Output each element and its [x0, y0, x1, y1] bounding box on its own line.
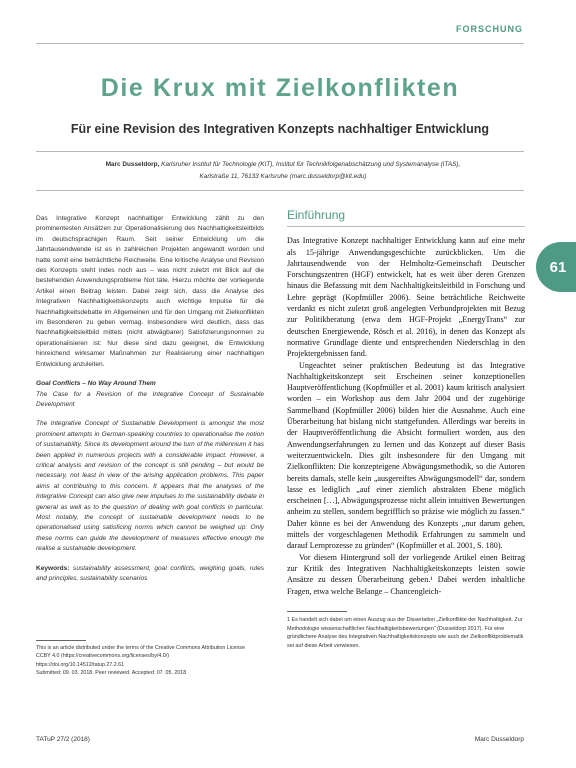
- abstract-english: The Integrative Concept of Sustainable Development is amongst the most prominent attempts in German-speaking countries to operationalise the notion of sustainability. Since its development around the turn of the millennium it has been applied in numerous projects with a considerable impact. However, a critical analysis and revision of the concept is still pending – but would be necessary, not least in view of the arising application problems. This paper aims at contributing to this concern. It appears that the analyses of the Integrative Concept can also give new impulses to the sustainability debate in general as well as to the question of dealing with goal conflicts in particular. Most notably, the concept of sustainable development needs to be operationalised using satisficing norms which cannot be weighed up: Only these norms can guide the development of measures effective enough the realise a sustainable development.: [36, 420, 264, 553]
- footer-author: Marc Dusseldorp: [474, 736, 524, 743]
- license-line: This is an article distributed under the terms of the Creative Commons Attribution License: [36, 645, 246, 651]
- page-footer: [36, 736, 524, 743]
- footnote-divider: [287, 611, 347, 612]
- page-number: 61: [549, 258, 567, 276]
- keywords: [36, 564, 264, 585]
- article-subtitle: Für eine Revision des Integrativen Konzepts nachhaltiger Entwicklung: [70, 122, 490, 136]
- article-title: Die Krux mit Zielkonflikten: [100, 74, 460, 102]
- header-divider: [36, 43, 524, 44]
- license-url[interactable]: CCBY 4.0 (https://creativecommons.org/licenses/by/4.0/): [36, 653, 169, 660]
- section-heading: Einführung: [287, 210, 525, 227]
- license-note: [36, 644, 266, 678]
- keywords-list: sustainability assessment, goal conflicts, weighing goals, rules and principles, sustainability scenarios: [36, 564, 264, 582]
- footnote: 1 Es handelt sich dabei um einen Auszug aus der Dissertation „Zielkonflikte der Nachhaltigkeit. Zur Methodologie wissenschaftlicher Nachhaltigkeitsbewertungen“ (Dusseldorp 2017). Für eine gründlichere Analyse des Integrativen Nachhaltigkeitskonzepts wie auch der Zielkonfliktproblematik sei auf diese Arbeit verwiesen.: [287, 617, 524, 649]
- keywords-label: Keywords:: [36, 564, 70, 572]
- abstract-english-subtitle: The Case for a Revision of the Integrative Concept of Sustainable Development: [36, 390, 264, 408]
- journal-issue: TATuP 27/2 (2018): [36, 736, 90, 743]
- body-paragraph: Das Integrative Konzept nachhaltiger Entwicklung kann auf eine mehr als 15-jährige Anwendungsgeschichte zurückblicken. Um die Jahrtausendwende von der Helmholtz-Gemeinschaft Deutscher Forschungszentren (HGF) entwickelt, hat es weit über deren Grenzen hinaus die Befassung mit dem Nachhaltigkeitsleitbild in Forschung und Lehre geprägt (Kopfmüller 2006). Seine beträchtliche Reichweite verdankt es nicht zuletzt groß angelegten Verbundprojekten mit Bezug zur Politikberatung (etwa dem HGF-Projekt „EnergyTrans“ zur deutschen Energiewende, Rösch et al. 2016), in denen das Konzept als normative Grundlage diente und entsprechenden Niederschlag in den Projektergebnissen fand.: [287, 236, 525, 359]
- subtitle-divider: [36, 151, 524, 152]
- abstract-english-title: Goal Conflicts – No Way Around Them: [36, 380, 156, 388]
- affiliation-divider: [36, 190, 524, 191]
- body-column: [287, 210, 525, 597]
- page-number-tab: [536, 242, 576, 292]
- body-paragraph: Vor diesem Hintergrund soll der vorliegende Artikel einen Beitrag zur Kritik des Integrativen Nachhaltigkeitskonzepts leisten sowie Ansätze zu dessen Überarbeitung geben.¹ Dabei werden inhaltliche Fragen, etwa welche Belange – Chancengleich-: [287, 552, 525, 596]
- author-affiliation-2: Karlstraße 11, 76133 Karlsruhe (marc.dusseldorp@kit.edu): [199, 173, 367, 180]
- abstract-german: Das Integrative Konzept nachhaltiger Entwicklung zählt zu den prominentesten Ansätzen zur Operationalisierung des Nachhaltigkeitsleitbilds im deutschsprachigen Raum. Seit seiner Entwicklung um die Jahrtausendwende ist es in zahlreichen Projekten angewandt worden und hatte somit eine beträchtliche Reichweite. Eine kritische Analyse und Revision des Konzepts steht indes noch aus – was nicht zuletzt mit Blick auf die bestehenden Anwendungsprobleme Not täte. Hierzu möchte der vorliegende Artikel einen Beitrag leisten. Dabei zeigt sich, dass die Analyse des Integrativen Nachhaltigkeitskonzepts auch wichtige Impulse für die Nachhaltigkeitsdebatte im Allgemeinen und für den Umgang mit Zielkonflikten im Besonderen zu geben vermag. Insbesondere wird deutlich, dass das Nachhaltigkeitsleitbild mittels (nicht abwägbarer) Satisfizierungsnormen zu operationalisieren ist: Nur diese sind dazu geeignet, die Entwicklung hinreichend wirksamer Maßnahmen zur Realisierung einer nachhaltigen Entwicklung anzuleiten.: [36, 215, 264, 368]
- author-affiliation-1: Karlsruher Institut für Technologie (KIT), Institut für Technikfolgenabschätzung und Systemanalyse (ITAS),: [159, 161, 461, 168]
- license-divider: [36, 640, 86, 641]
- section-label: FORSCHUNG: [456, 24, 523, 34]
- body-paragraph: Ungeachtet seiner praktischen Bedeutung ist das Integrative Nachhaltigkeitskonzept seit Erscheinen seiner konzeptionellen Hauptveröffentlichung (Kopfmüller et al. 2001) kaum kritisch analysiert worden – ein Workshop aus dem Jahr 2004 und der zugehörige Sammelband (Kopfmüller 2006) bilden hier die Ausnahme. Auch eine Überarbeitung hat bislang nicht stattgefunden. Allerdings war bereits in der Hauptveröffentlichung die Absicht formuliert worden, aus den Anwendungserfahrungen zu lernen und das Konzept auf dieser Basis weiterzuentwickeln. Dies gilt insbesondere für den Umgang mit Zielkonflikten: Die konzepteigene Abwägungsmethodik, so die Autoren bereits damals, stelle kein „ausgereiftes Abwägungsmodell“ dar, sondern lasse es lediglich „auf einer ziemlich abstrakten Ebene möglich erscheinen […], Abwägungsprozesse nicht allein intuitiven Bewertungen anheim zu stellen, sondern begrifflich so präzise wie möglich zu fassen.“ Daher könne es bei der Anwendung des Konzepts „nur darum gehen, mittels der vorgeschlagenen Methodik Erfahrungen zu sammeln und darauf Lernprozesse zu gründen“ (Kopfmüller et al. 2001, S. 180).: [287, 360, 525, 551]
- author-block: [90, 159, 476, 183]
- abstract-column: [36, 214, 264, 593]
- submission-dates: Submitted: 09. 03. 2018. Peer reviewed. Accepted: 07. 05. 2018: [36, 670, 187, 677]
- doi-link[interactable]: https://doi.org/10.14512/tatup.27.2.61: [36, 661, 125, 668]
- author-name: Marc Dusseldorp,: [105, 161, 160, 168]
